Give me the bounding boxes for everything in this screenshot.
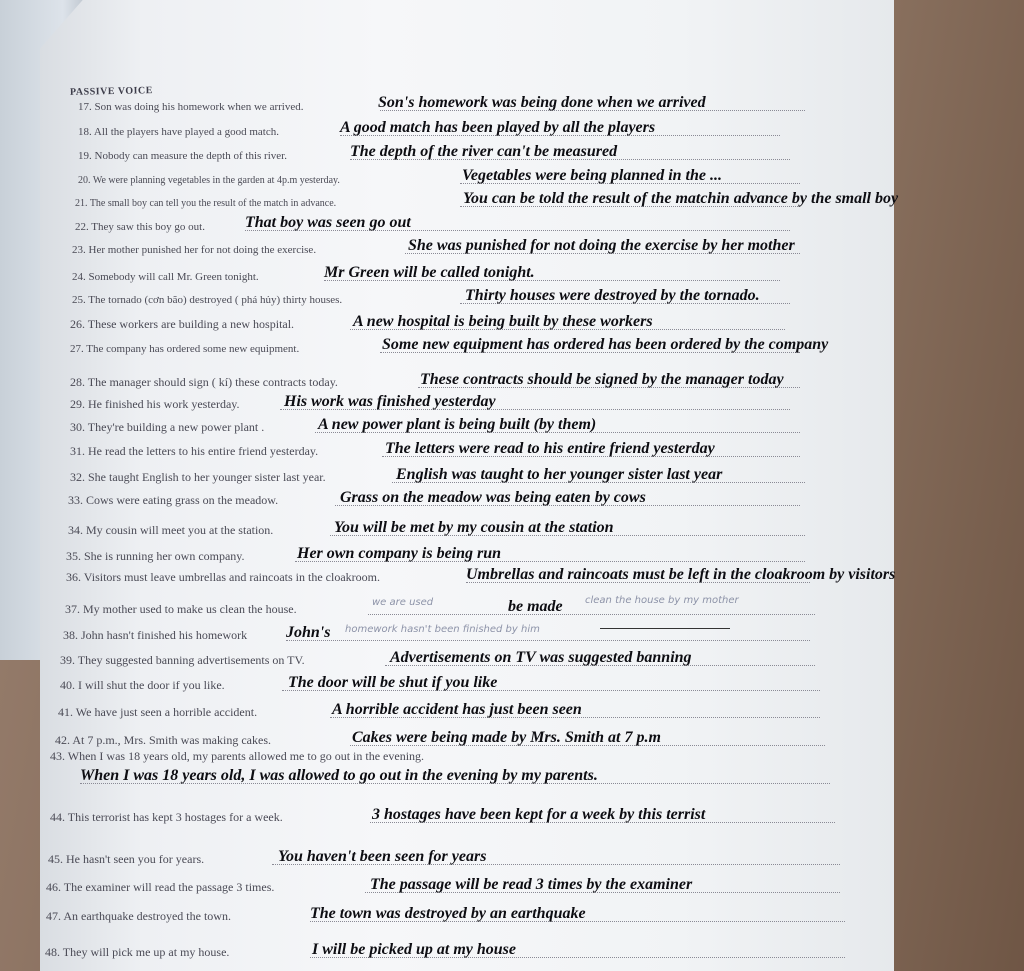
answer-text: She was punished for not doing the exercise by her mother bbox=[408, 237, 795, 254]
answer-text: Mr Green will be called tonight. bbox=[324, 264, 535, 281]
question-text: 44. This terrorist has kept 3 hostages for a week. bbox=[50, 810, 283, 824]
question-text: 28. The manager should sign ( kí) these contracts today. bbox=[70, 375, 338, 389]
answer-text: His work was finished yesterday bbox=[284, 393, 496, 410]
exercise-row bbox=[78, 116, 1024, 140]
exercise-row bbox=[68, 516, 1024, 540]
question-text: 18. All the players have played a good match. bbox=[78, 126, 279, 138]
question-text: 45. He hasn't seen you for years. bbox=[48, 852, 205, 866]
exercise-row bbox=[78, 91, 1024, 115]
question-text: 22. They saw this boy go out. bbox=[75, 221, 205, 233]
answer-text: Cakes were being made by Mrs. Smith at 7 p.m bbox=[352, 729, 661, 746]
answer-line bbox=[286, 640, 810, 641]
exercise-row bbox=[75, 187, 1024, 211]
question-text: 47. An earthquake destroyed the town. bbox=[46, 909, 231, 923]
answer-text: You can be told the result of the matchin advance by the small boy bbox=[463, 190, 899, 207]
exercise-row bbox=[70, 390, 1024, 414]
answer-text: A new hospital is being built by these workers bbox=[353, 313, 653, 330]
question-text: 31. He read the letters to his entire friend yesterday. bbox=[70, 444, 319, 458]
exercise-row bbox=[63, 621, 1024, 645]
answer-text: John's bbox=[286, 624, 331, 641]
answer-text: Thirty houses were destroyed by the tornado. bbox=[465, 287, 760, 304]
answer-text: Vegetables were being planned in the ... bbox=[462, 167, 722, 184]
question-text: 40. I will shut the door if you like. bbox=[60, 678, 225, 692]
answer-text: When I was 18 years old, I was allowed to go out in the evening by my parents. bbox=[80, 767, 598, 784]
pencil-note: we are used bbox=[372, 597, 434, 608]
exercise-row bbox=[66, 563, 1024, 587]
exercise-row bbox=[45, 938, 1024, 962]
exercise-row bbox=[70, 463, 1024, 487]
question-text: 46. The examiner will read the passage 3 times. bbox=[46, 880, 275, 894]
answer-text: That boy was seen go out bbox=[245, 214, 411, 231]
exercise-row bbox=[46, 873, 1024, 897]
question-text: 17. Son was doing his homework when we arrived. bbox=[78, 101, 304, 113]
exercise-row bbox=[68, 486, 1024, 510]
exercise-row bbox=[78, 164, 1024, 188]
worksheet-title: PASSIVE VOICE bbox=[69, 85, 154, 98]
answer-text: The town was destroyed by an earthquake bbox=[310, 905, 586, 922]
exercise-row bbox=[50, 803, 1024, 827]
strike-through-line bbox=[600, 628, 730, 629]
question-text: 27. The company has ordered some new equipment. bbox=[70, 343, 300, 355]
answer-text: The depth of the river can't be measured bbox=[350, 143, 618, 160]
exercise-row bbox=[75, 211, 1024, 235]
exercise-row bbox=[48, 845, 1024, 869]
answer-line bbox=[368, 614, 815, 615]
exercise-row bbox=[70, 413, 1024, 437]
exercise-row bbox=[70, 333, 1024, 357]
exercise-row bbox=[60, 646, 1024, 670]
question-text: 32. She taught English to her younger sister last year. bbox=[70, 470, 326, 484]
question-text: 23. Her mother punished her for not doing the exercise. bbox=[72, 244, 317, 256]
exercise-row bbox=[60, 671, 1024, 695]
answer-text: You haven't been seen for years bbox=[278, 848, 487, 865]
question-text: 26. These workers are building a new hospital. bbox=[70, 317, 295, 331]
question-text: 21. The small boy can tell you the result of the match in advance. bbox=[75, 198, 337, 209]
question-text: 41. We have just seen a horrible accident. bbox=[58, 705, 258, 719]
answer-text: You will be met by my cousin at the station bbox=[334, 519, 614, 536]
answer-text: 3 hostages have been kept for a week by this terrist bbox=[372, 806, 706, 823]
answer-text: English was taught to her younger sister last year bbox=[396, 466, 723, 483]
answer-text: Son's homework was being done when we arrived bbox=[378, 94, 706, 111]
exercise-row bbox=[70, 437, 1024, 461]
answer-text: Her own company is being run bbox=[297, 545, 502, 562]
question-text: 37. My mother used to make us clean the house. bbox=[65, 602, 297, 616]
exercise-row bbox=[58, 698, 1024, 722]
exercise-row bbox=[65, 595, 1024, 619]
question-text: 36. Visitors must leave umbrellas and raincoats in the cloakroom. bbox=[66, 570, 380, 584]
question-text: 48. They will pick me up at my house. bbox=[45, 945, 230, 959]
question-text: 39. They suggested banning advertisements on TV. bbox=[60, 653, 305, 667]
question-text: 20. We were planning vegetables in the garden at 4p.m yesterday. bbox=[78, 175, 340, 186]
question-text: 38. John hasn't finished his homework bbox=[63, 628, 248, 642]
answer-text: The passage will be read 3 times by the examiner bbox=[370, 876, 693, 893]
answer-text: Umbrellas and raincoats must be left in the cloakroom by visitors bbox=[466, 566, 896, 583]
question-text: 35. She is running her own company. bbox=[66, 549, 245, 563]
exercise-row bbox=[70, 368, 1024, 392]
question-text: 25. The tornado (cơn bão) destroyed ( phá hủy) thirty houses. bbox=[72, 294, 343, 306]
question-text: 43. When I was 18 years old, my parents allowed me to go out in the evening. bbox=[50, 749, 425, 763]
pencil-note: clean the house by my mother bbox=[585, 595, 739, 606]
question-text: 33. Cows were eating grass on the meadow. bbox=[68, 493, 279, 507]
exercise-row bbox=[72, 234, 1024, 258]
answer-text: A good match has been played by all the players bbox=[340, 119, 656, 136]
answer-text: A new power plant is being built (by them) bbox=[318, 416, 597, 433]
exercise-row bbox=[46, 902, 1024, 926]
question-text: 30. They're building a new power plant . bbox=[70, 420, 265, 434]
answer-text: The door will be shut if you like bbox=[288, 674, 498, 691]
exercise-row bbox=[70, 310, 1024, 334]
exercise-row bbox=[72, 261, 1024, 285]
exercise-row bbox=[78, 140, 1024, 164]
question-text: 19. Nobody can measure the depth of this river. bbox=[78, 150, 287, 162]
exercise-row bbox=[50, 749, 1024, 788]
question-text: 42. At 7 p.m., Mrs. Smith was making cakes. bbox=[55, 733, 271, 747]
answer-text: Grass on the meadow was being eaten by cows bbox=[340, 489, 646, 506]
exercise-row bbox=[55, 726, 1024, 750]
answer-text: I will be picked up at my house bbox=[312, 941, 516, 958]
answer-text: The letters were read to his entire friend yesterday bbox=[385, 440, 715, 457]
answer-text: be made bbox=[508, 598, 563, 615]
question-text: 29. He finished his work yesterday. bbox=[70, 397, 240, 411]
answer-text: These contracts should be signed by the manager today bbox=[420, 371, 784, 388]
pencil-note: homework hasn't been finished by him bbox=[345, 624, 540, 635]
answer-text: A horrible accident has just been seen bbox=[332, 701, 582, 718]
answer-text: Advertisements on TV was suggested banning bbox=[390, 649, 692, 666]
exercise-row bbox=[72, 284, 1024, 308]
answer-text: Some new equipment has ordered has been ordered by the company bbox=[382, 336, 829, 353]
question-text: 24. Somebody will call Mr. Green tonight. bbox=[72, 271, 259, 283]
question-text: 34. My cousin will meet you at the station. bbox=[68, 523, 274, 537]
